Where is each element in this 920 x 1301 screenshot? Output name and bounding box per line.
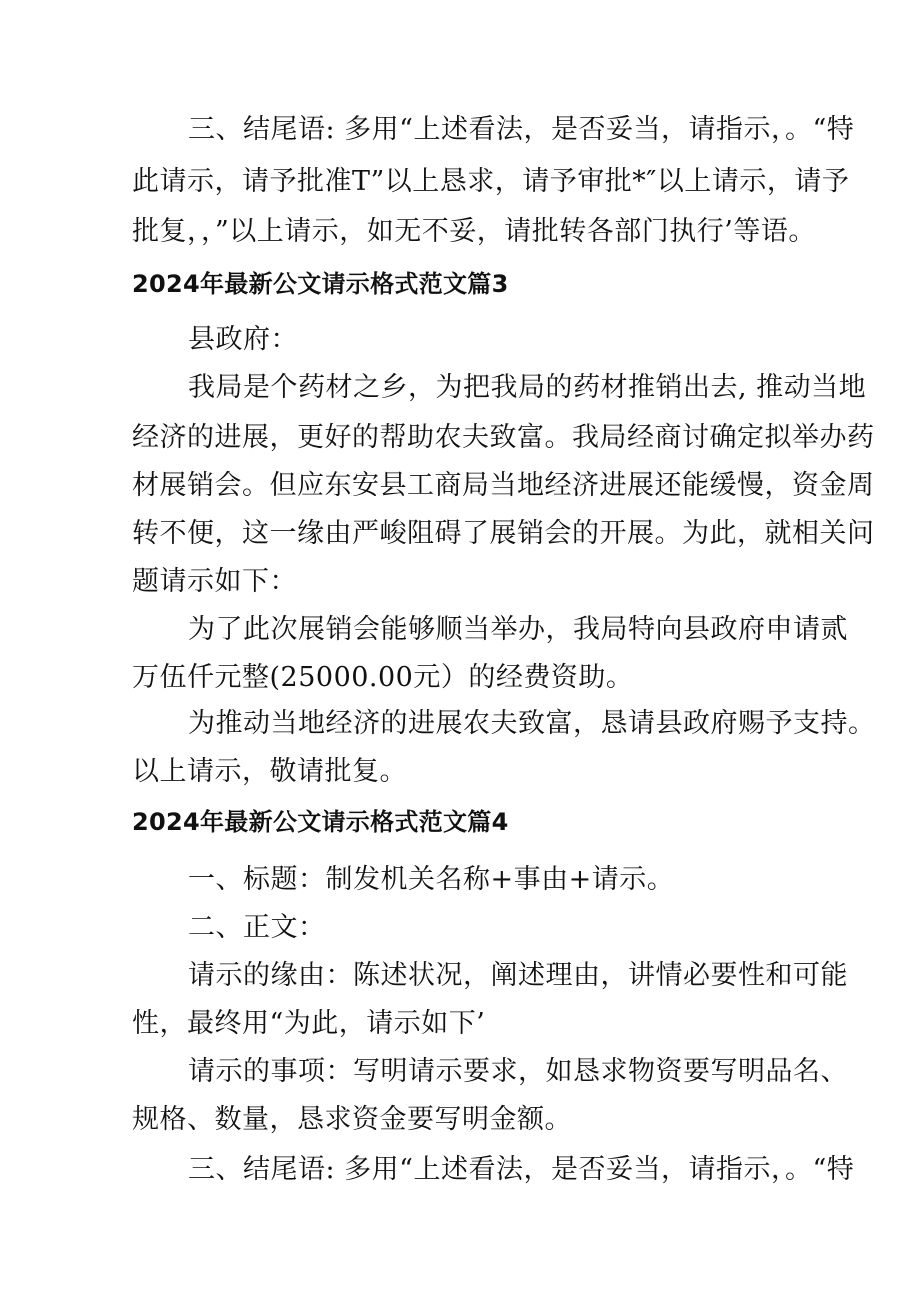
para3-line-1: 为推动当地经济的进展农夫致富，恳请县政府赐予支持。 [188, 708, 876, 739]
para1-line-2: 经济的进展，更好的帮助农夫致富。我局经商讨确定拟举办药 [132, 422, 875, 453]
closing-rule-line-1: 三、结尾语: 多用“上述看法，是否妥当，请指示，。“特 [188, 114, 855, 145]
matters-line-1: 请示的事项：写明请示要求，如恳求物资要写明品名、 [188, 1056, 848, 1087]
para1-line-1: 我局是个药材之乡，为把我局的药材推销出去, 推动当地 [188, 372, 867, 403]
reason-line-2: 性，最终用“为此，请示如下’ [132, 1008, 486, 1039]
section-4-heading: 2024年最新公文请示格式范文篇4 [132, 808, 509, 836]
section-3-heading: 2024年最新公文请示格式范文篇3 [132, 270, 509, 298]
para1-line-5: 题请示如下： [132, 566, 297, 597]
para1-line-3: 材展销会。但应东安县工商局当地经济进展还能缓慢，资金周 [132, 470, 875, 501]
closing-rule-line-3: 批复，，”以上请示，如无不妥，请批转各部门执行’等语。 [132, 216, 816, 247]
reason-line-1: 请示的缘由：陈述状况，阐述理由，讲情必要性和可能 [188, 960, 848, 991]
closing-rule-line: 三、结尾语: 多用“上述看法，是否妥当，请指示，。“特 [188, 1154, 855, 1185]
matters-line-2: 规格、数量，恳求资金要写明金额。 [132, 1104, 572, 1135]
para3-line-2: 以上请示，敬请批复。 [132, 756, 407, 787]
addressee: 县政府： [188, 324, 298, 355]
para1-line-4: 转不便，这一缘由严峻阻碍了展销会的开展。为此，就相关问 [132, 518, 875, 549]
title-rule: 一、标题：制发机关名称+事由+请示。 [188, 864, 675, 895]
body-heading: 二、正文： [188, 912, 326, 943]
para2-line-2: 万伍仟元整(25000.00元）的经费资助。 [132, 662, 634, 693]
closing-rule-line-2: 此请示，请予批准T”以上恳求，请予审批*″以上请示，请予 [132, 166, 850, 197]
para2-line-1: 为了此次展销会能够顺当举办，我局特向县政府申请贰 [188, 614, 848, 645]
